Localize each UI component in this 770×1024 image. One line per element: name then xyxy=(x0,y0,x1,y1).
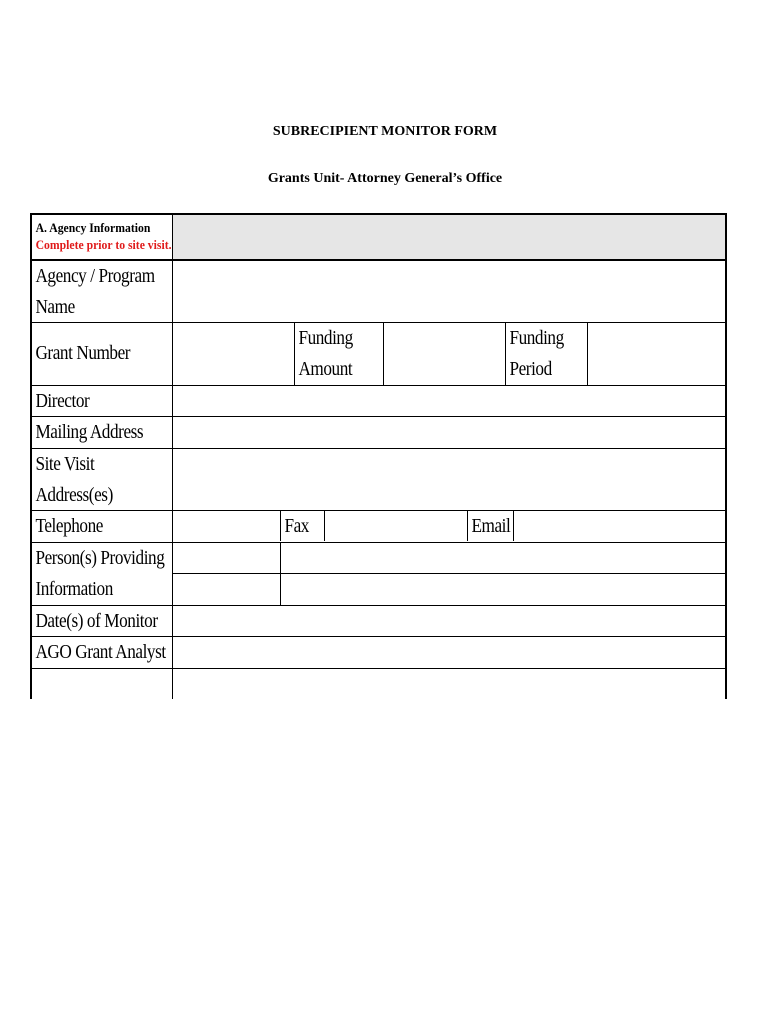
section-a-heading: A. Agency Information xyxy=(35,220,151,235)
mailing-address-field[interactable] xyxy=(173,417,725,448)
person-providing-detail-field-1[interactable] xyxy=(281,543,725,573)
director-field[interactable] xyxy=(173,386,725,416)
section-header-label-cell xyxy=(32,215,172,259)
form-subtitle: Grants Unit- Attorney General’s Office xyxy=(267,171,503,186)
label-fax: Fax xyxy=(284,515,309,537)
blank-row-label-field[interactable] xyxy=(32,669,172,699)
person-providing-name-field-2[interactable] xyxy=(173,574,280,605)
agency-program-name-field[interactable] xyxy=(173,261,725,321)
label-mailing-address: Mailing Address xyxy=(35,421,144,443)
funding-amount-field[interactable] xyxy=(384,323,505,385)
person-providing-name-field-1[interactable] xyxy=(173,543,280,573)
ago-grant-analyst-field[interactable] xyxy=(173,637,725,668)
telephone-field[interactable] xyxy=(173,511,280,542)
section-a-note: Complete prior to site visit. xyxy=(35,237,172,252)
site-visit-addresses-field[interactable] xyxy=(173,449,725,510)
label-email: Email xyxy=(471,515,511,537)
person-providing-detail-field-2[interactable] xyxy=(281,574,725,605)
fax-field[interactable] xyxy=(325,511,467,542)
label-funding-amount: Funding Amount xyxy=(298,327,353,380)
label-ago-grant-analyst: AGO Grant Analyst xyxy=(35,641,166,663)
label-persons-providing-information: Person(s) Providing Information xyxy=(35,547,165,600)
label-site-visit-addresses: Site Visit Address(es) xyxy=(35,453,113,506)
blank-row-value-field[interactable] xyxy=(173,669,725,699)
agency-information-table xyxy=(30,213,727,699)
funding-period-field[interactable] xyxy=(588,323,725,385)
label-director: Director xyxy=(35,390,90,412)
grant-number-field[interactable] xyxy=(173,323,294,385)
label-grant-number: Grant Number xyxy=(35,342,131,364)
label-agency-program-name: Agency / Program Name xyxy=(35,265,155,318)
email-field[interactable] xyxy=(514,511,725,542)
label-telephone: Telephone xyxy=(35,515,103,537)
dates-of-monitor-field[interactable] xyxy=(173,606,725,636)
label-dates-of-monitor: Date(s) of Monitor xyxy=(35,610,158,632)
label-funding-period: Funding Period xyxy=(509,327,564,380)
form-title: SUBRECIPIENT MONITOR FORM xyxy=(272,124,498,139)
